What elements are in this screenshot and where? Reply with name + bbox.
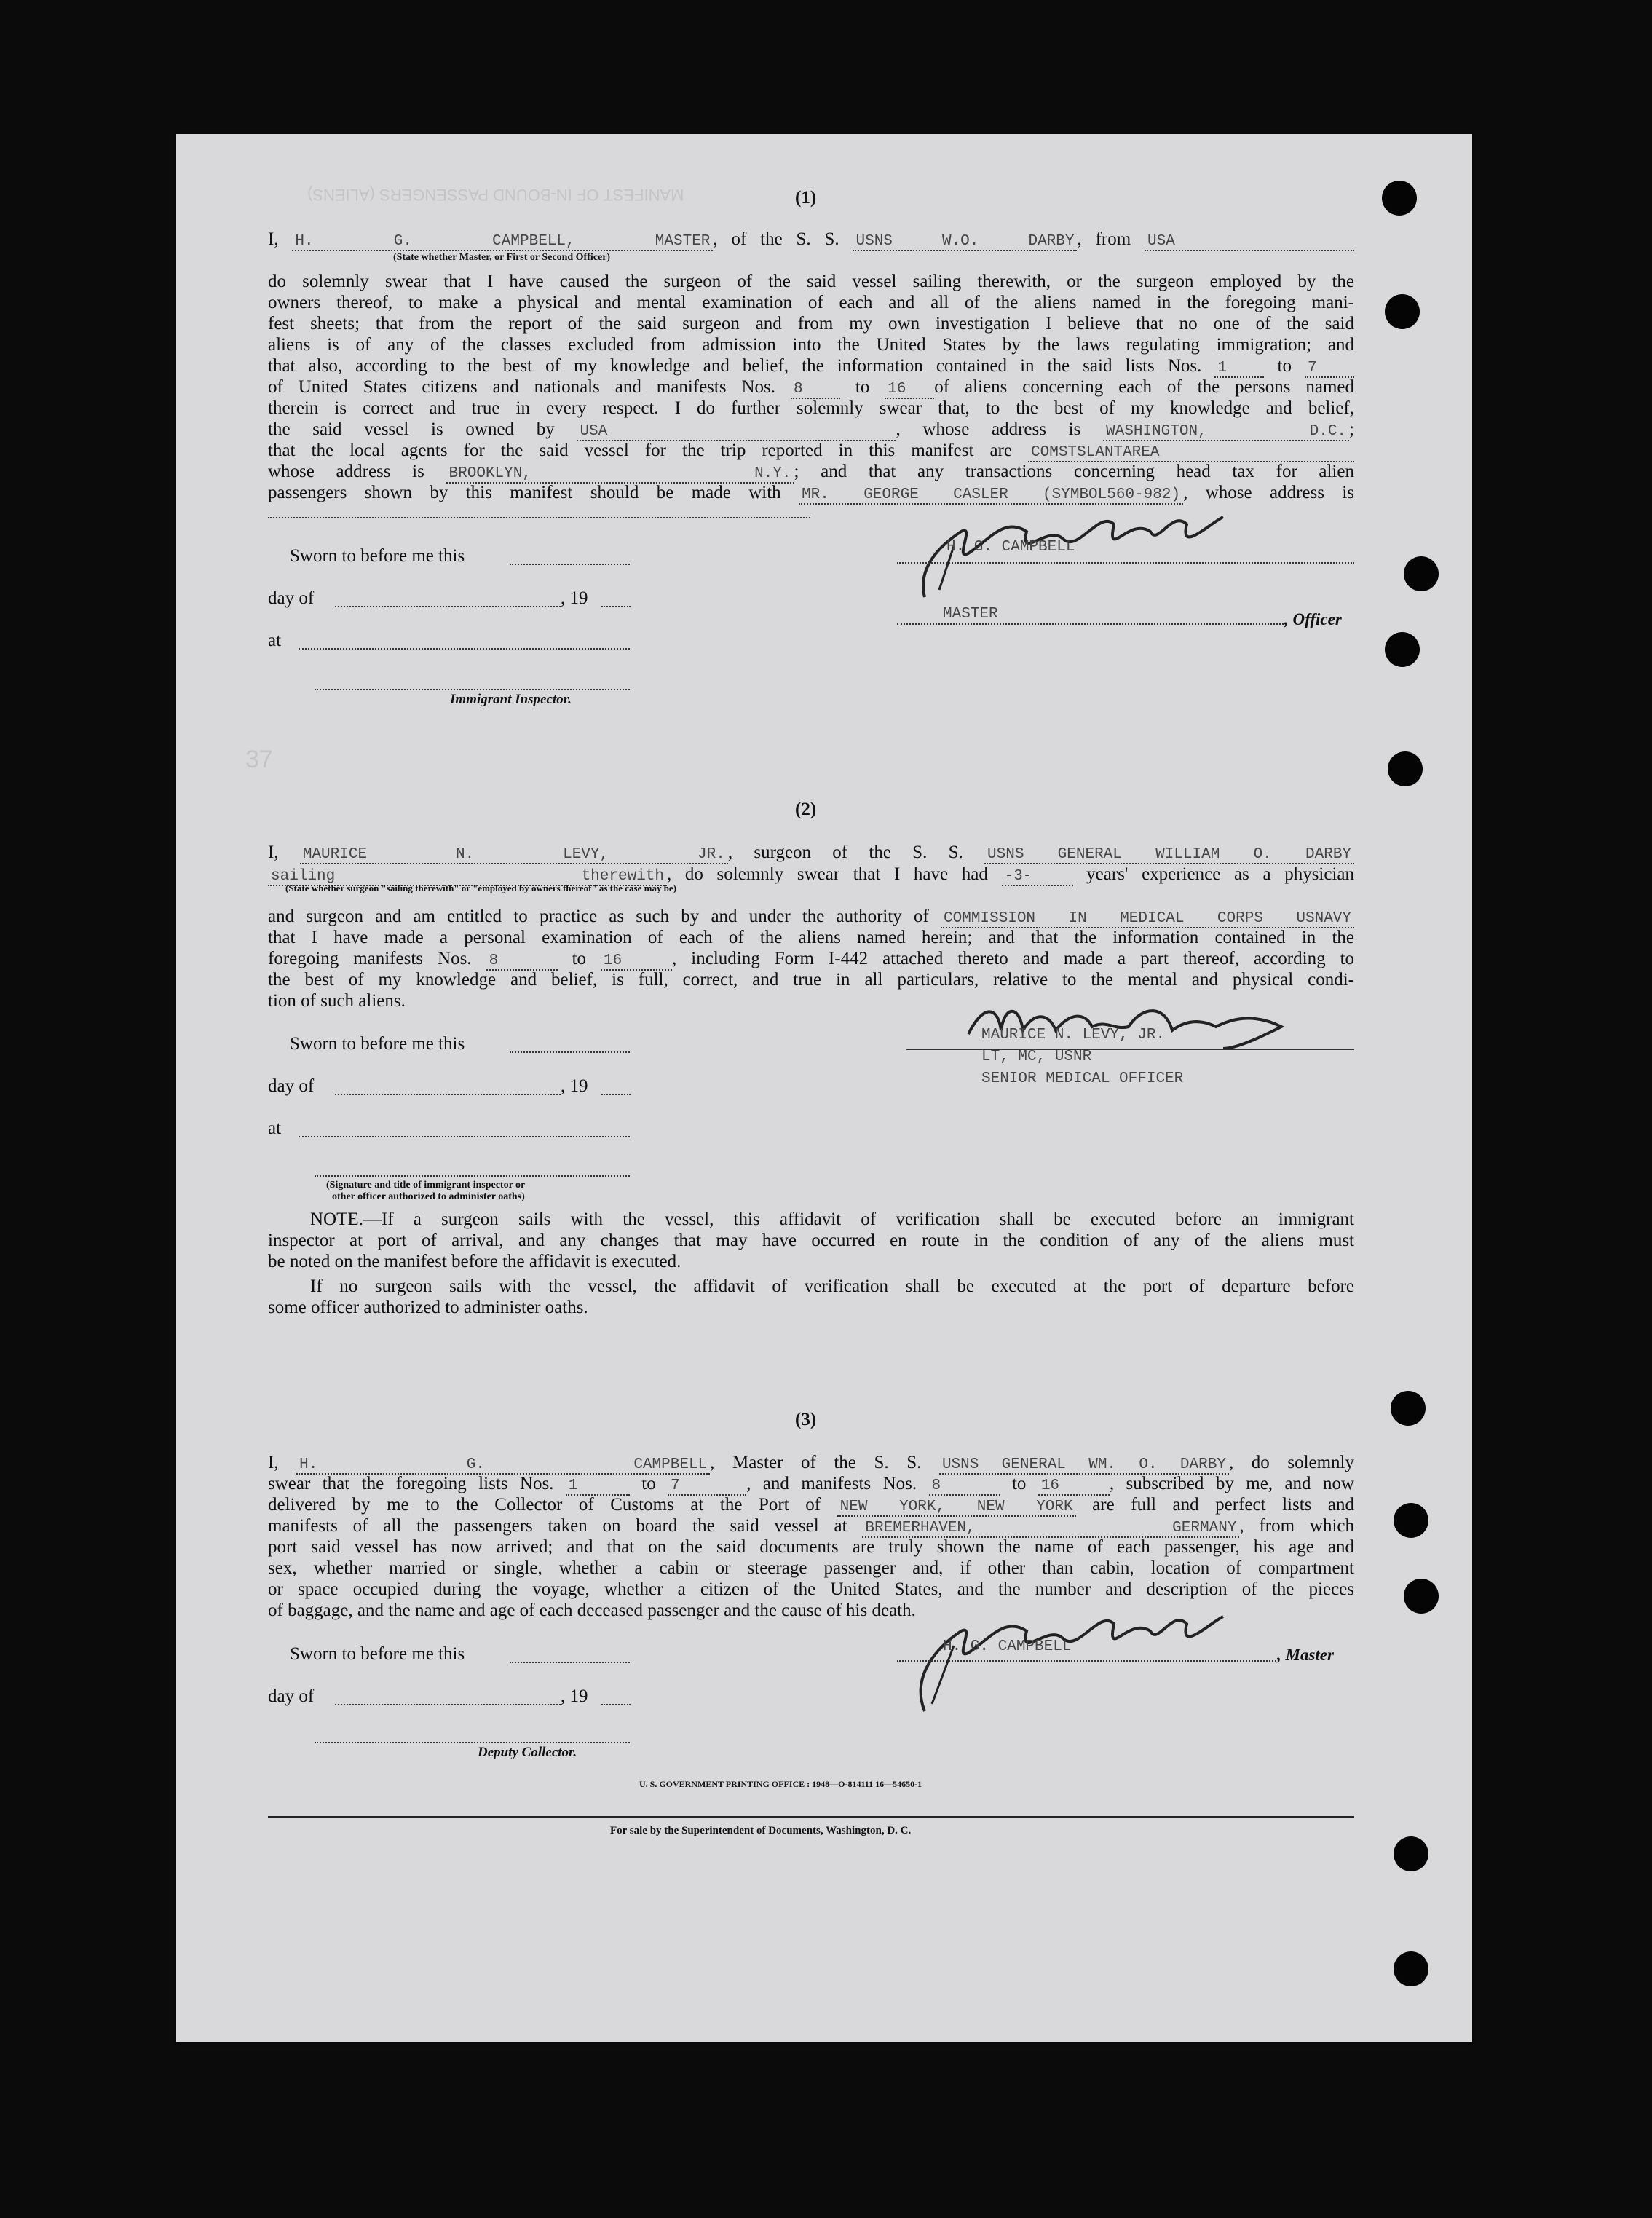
section-2-number: (2) [795, 800, 817, 819]
officer-title-field: MASTER [943, 606, 998, 623]
note-line: If no surgeon sails with the vessel, the affidavit of verification shall be executed at the port of departure before [310, 1276, 1354, 1296]
lists-from-field: 1 [1214, 360, 1264, 378]
manifests-from-field: 8 [791, 382, 840, 399]
ship-name-field: USNS GENERAL WM. O. DARBY [939, 1457, 1229, 1475]
authority-field: COMMISSION IN MEDICAL CORPS USNAVY [941, 911, 1354, 928]
oath-line: do solemnly swear that I have caused the surgeon of the said vessel sailing therewith, or the surgeon employed by the [268, 272, 1354, 291]
year-line [601, 606, 631, 607]
head-tax-contact-field: MR. GEORGE CASLER (SYMBOL560-982) [799, 487, 1183, 505]
master-typed-name: H. G. CAMPBELL [943, 1638, 1072, 1655]
owner-address-field: WASHINGTON, D.C. [1103, 424, 1349, 441]
punch-hole [1385, 294, 1420, 329]
day-line [335, 1094, 561, 1095]
punch-hole [1404, 556, 1439, 591]
day-line [335, 1704, 561, 1705]
punch-hole [1404, 1579, 1439, 1614]
section-2-line: tion of such aliens. [268, 991, 406, 1011]
section-3-line: port said vessel has now arrived; and that on the said documents are truly shown the name of each passenger, his age and [268, 1537, 1354, 1557]
oath-line: the said vessel is owned by USA , whose address is WASHINGTON, D.C. ; [268, 419, 1354, 440]
surgeon-signature [961, 990, 1296, 1056]
oath-line: of United States citizens and nationals and manifests Nos. 8 to 16 of aliens concerning each of the persons named [268, 377, 1355, 398]
section-2-line: sailing therewith , do solemnly swear that I have had -3- years' experience as a physician [268, 864, 1354, 886]
master-signature-line [897, 1660, 1279, 1662]
master-typed-name: H. G. CAMPBELL [946, 539, 1075, 556]
inspector-caption: Immigrant Inspector. [450, 692, 572, 707]
day-line [335, 606, 561, 607]
printing-office-line: U. S. GOVERNMENT PRINTING OFFICE : 1948—O-814111 16—54650-1 [639, 1779, 922, 1789]
surgeon-ship-field: USNS GENERAL WILLIAM O. DARBY [984, 847, 1354, 864]
sale-line: For sale by the Superintendent of Documents, Washington, D. C. [610, 1825, 912, 1836]
punch-hole [1394, 1836, 1428, 1871]
oath-line: that the local agents for the said vessel for the trip reported in this manifest are COMSTSLANTAREA [268, 440, 1354, 462]
day-label: day of [268, 1076, 315, 1096]
sworn-line [510, 1662, 630, 1663]
note-line: some officer authorized to administer oaths. [268, 1298, 588, 1317]
oath-line: whose address is BROOKLYN, N.Y. ; and that any transactions concerning head tax for alien [268, 462, 1355, 482]
signature-line [897, 562, 1354, 564]
agents-address-field: BROOKLYN, N.Y. [446, 466, 794, 484]
master-label: , Master [1277, 1646, 1334, 1664]
section-3-number: (3) [795, 1410, 817, 1429]
note-line: NOTE.—If a surgeon sails with the vessel, this affidavit of verification shall be executed before an immigrant [310, 1209, 1354, 1229]
officer-label: , Officer [1284, 610, 1342, 628]
inspector-caption: (Signature and title of immigrant inspector or [326, 1180, 526, 1191]
oath-line: aliens is of any of the classes excluded from admission into the United States by the laws regulating immigration; and [268, 335, 1354, 355]
surgeon-typed-name: MAURICE N. LEVY, JR. [981, 1027, 1166, 1043]
ship-name-field: USNS W.O. DARBY [853, 234, 1077, 251]
at-line [299, 1136, 630, 1137]
surgeon-manifests-from-field: 8 [486, 953, 558, 971]
officer-line [897, 623, 1287, 625]
at-label: at [268, 1118, 282, 1138]
departure-port-field: BREMERHAVEN, GERMANY [862, 1520, 1239, 1538]
manifests-to-field: 16 [1038, 1478, 1110, 1496]
agents-field: COMSTSLANTAREA [1028, 445, 1354, 462]
arrival-port-field: NEW YORK, NEW YORK [837, 1499, 1076, 1517]
years-field: -3- [1002, 869, 1073, 886]
from-field: USA [1145, 234, 1354, 251]
master-signature [910, 502, 1238, 612]
section-3-line: of baggage, and the name and age of each deceased passenger and the cause of his death. [268, 1601, 916, 1620]
oath-line: therein is correct and true in every respect. I do further solemnly swear that, to the best of my knowledge and belief, [268, 398, 1354, 418]
oath-line: that also, according to the best of my knowledge and belief, the information contained in the said lists Nos. 1 to 7 [268, 355, 1354, 378]
section-2-line: foregoing manifests Nos. 8 to 16 , including Form I-442 attached thereto and made a part thereof, according to [268, 949, 1355, 969]
sworn-line [510, 564, 630, 565]
status-caption: (State whether surgeon "sailing therewith" or "employed by owners thereof" as the case may be) [285, 883, 677, 893]
note-line: be noted on the manifest before the affidavit is executed. [268, 1252, 681, 1271]
note-line: inspector at port of arrival, and any changes that may have occurred en route in the condition of any of the aliens must [268, 1231, 1354, 1250]
punch-hole [1391, 1391, 1426, 1426]
collector-line [315, 1742, 630, 1743]
sworn-line [510, 1051, 630, 1053]
address-line [268, 517, 810, 518]
section-3-line: or space occupied during the voyage, whether a citizen of the United States, and the number and description of the pieces [268, 1579, 1354, 1599]
sailing-status-field: sailing therewith [268, 869, 667, 886]
year-label: , 19 [561, 1076, 588, 1096]
at-label: at [268, 631, 282, 650]
year-line [601, 1704, 631, 1705]
sworn-label: Sworn to before me this [290, 1034, 465, 1054]
year-label: , 19 [561, 1686, 588, 1706]
officer-caption: (State whether Master, or First or Second Officer) [393, 252, 611, 263]
manifests-to-field: 16 [885, 382, 934, 399]
year-line [601, 1094, 631, 1095]
surgeon-title: SENIOR MEDICAL OFFICER [981, 1070, 1184, 1087]
section-3-intro-line: I, H. G. CAMPBELL , Master of the S. S. USNS GENERAL WM. O. DARBY , do solemnly [268, 1453, 1354, 1473]
oath-line: owners thereof, to make a physical and mental examination of each and all of the aliens named in the foregoing mani- [268, 293, 1354, 312]
punch-hole [1385, 632, 1420, 667]
punch-hole [1388, 751, 1423, 786]
master-name-field: H. G. CAMPBELL [296, 1457, 710, 1475]
section-2-line: that I have made a personal examination of each of the aliens named herein; and that the information contained in the [268, 928, 1354, 947]
section-2-intro-line: I, MAURICE N. LEVY, JR. , surgeon of the S. S. USNS GENERAL WILLIAM O. DARBY [268, 842, 1354, 864]
section-3-line: manifests of all the passengers taken on board the said vessel at BREMERHAVEN, GERMANY , from which [268, 1516, 1355, 1536]
section-1-number: (1) [795, 188, 817, 208]
section-3-line: swear that the foregoing lists Nos. 1 to 7 , and manifests Nos. 8 to 16 , subscribed by me, and now [268, 1474, 1355, 1494]
section-2-line: and surgeon and am entitled to practice as such by and under the authority of COMMISSION IN MEDICAL CORPS USNAVY [268, 906, 1354, 928]
lists-from-field: 1 [566, 1478, 630, 1496]
surgeon-name-field: MAURICE N. LEVY, JR. [300, 847, 728, 864]
oath-line: fest sheets; that from the report of the said surgeon and from my own investigation I believe that no one of the said [268, 314, 1354, 334]
year-label: , 19 [561, 588, 588, 608]
sworn-label: Sworn to before me this [290, 1644, 465, 1664]
collector-caption: Deputy Collector. [478, 1745, 577, 1760]
punch-hole [1394, 1503, 1428, 1538]
section-1-intro-line: I, H. G. CAMPBELL, MASTER , of the S. S. USNS W.O. DARBY , from USA [268, 229, 1354, 251]
sworn-label: Sworn to before me this [290, 546, 465, 566]
footer-rule [268, 1816, 1354, 1818]
section-2-line: the best of my knowledge and belief, is full, correct, and true in all particulars, relative to the mental and physical condi- [268, 970, 1354, 990]
ghost-heading: MANIFEST OF IN-BOUND PASSENGERS (ALIENS) [307, 186, 684, 204]
oath-line: passengers shown by this manifest should be made with MR. GEORGE CASLER (SYMBOL560-982) , whose address is [268, 483, 1354, 503]
ghost-mark: 37 [245, 746, 273, 773]
master-name-field: H. G. CAMPBELL, MASTER [292, 234, 713, 251]
section-3-line: sex, whether married or single, whether a cabin or steerage passenger and, if other than cabin, location of compartment [268, 1558, 1354, 1578]
owner-field: USA [577, 424, 896, 441]
punch-hole [1382, 181, 1417, 216]
surgeon-rank: LT, MC, USNR [981, 1049, 1092, 1065]
section-3-line: delivered by me to the Collector of Customs at the Port of NEW YORK, NEW YORK are full and perfect lists and [268, 1495, 1355, 1515]
inspector-line [315, 689, 630, 690]
lists-to-field: 7 [668, 1478, 746, 1496]
surgeon-signature-line [906, 1049, 1354, 1050]
surgeon-manifests-to-field: 16 [601, 953, 672, 971]
day-label: day of [268, 588, 315, 608]
punch-hole [1394, 1951, 1428, 1986]
at-line [299, 648, 630, 650]
manifests-from-field: 8 [929, 1478, 1000, 1496]
day-label: day of [268, 1686, 315, 1706]
lists-to-field: 7 [1305, 360, 1354, 378]
inspector-line [315, 1175, 630, 1177]
inspector-caption: other officer authorized to administer oaths) [332, 1191, 525, 1202]
